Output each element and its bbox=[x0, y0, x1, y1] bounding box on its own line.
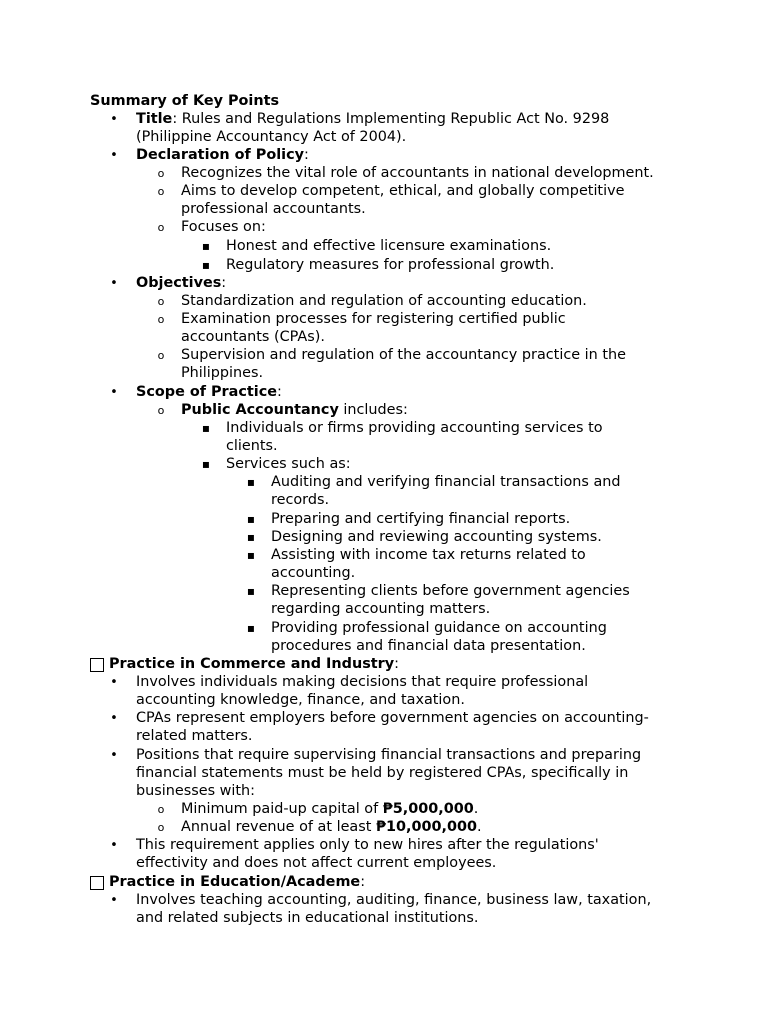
bullet-circle bbox=[155, 800, 167, 819]
service-item: Preparing and certifying financial reports. bbox=[271, 511, 571, 527]
title-text: : Rules and Regulations Implementing Republic Act No. 9298 bbox=[172, 111, 610, 127]
capital-requirement bbox=[181, 800, 478, 818]
bullet-dot bbox=[108, 891, 120, 910]
objectives-item bbox=[136, 274, 226, 292]
objectives-label: Objectives bbox=[136, 275, 222, 291]
bullet-square bbox=[245, 619, 257, 637]
service-item: Assisting with income tax returns related to bbox=[271, 547, 586, 563]
bullet-square bbox=[200, 256, 212, 274]
commerce-point-cont: related matters. bbox=[136, 728, 253, 744]
bullet-dot bbox=[108, 146, 120, 165]
commerce-colon: : bbox=[394, 656, 399, 672]
bullet-circle bbox=[155, 182, 167, 201]
public-accountancy-label: Public Accountancy bbox=[181, 402, 339, 418]
policy-point-cont: professional accountants. bbox=[181, 201, 366, 217]
title-item bbox=[136, 110, 609, 128]
public-accountancy-item bbox=[181, 401, 408, 419]
scope-label: Scope of Practice bbox=[136, 384, 277, 400]
objective-point: Standardization and regulation of accounting education. bbox=[181, 293, 587, 309]
bullet-square bbox=[200, 455, 212, 473]
policy-colon: : bbox=[304, 147, 309, 163]
policy-item bbox=[136, 146, 309, 164]
bullet-square bbox=[245, 528, 257, 546]
bullet-square bbox=[200, 419, 212, 437]
scope-subpoint: Individuals or firms providing accounting services to bbox=[226, 420, 603, 436]
service-item: Auditing and verifying financial transactions and bbox=[271, 474, 621, 490]
bullet-square bbox=[200, 237, 212, 255]
bullet-dot bbox=[108, 673, 120, 692]
education-colon: : bbox=[360, 874, 366, 890]
service-item-cont: procedures and financial data presentation. bbox=[271, 638, 586, 654]
commerce-point-cont: effectivity and does not affect current employees. bbox=[136, 855, 497, 871]
policy-point: Recognizes the vital role of accountants in national development. bbox=[181, 165, 654, 181]
checkbox-bullet-icon bbox=[90, 658, 104, 672]
commerce-point: Positions that require supervising financial transactions and preparing bbox=[136, 747, 642, 763]
bullet-square bbox=[245, 473, 257, 491]
commerce-point: This requirement applies only to new hires after the regulations' bbox=[136, 837, 599, 853]
revenue-period: . bbox=[477, 819, 482, 835]
capital-text: Minimum paid-up capital of bbox=[181, 801, 383, 817]
objective-point: Supervision and regulation of the accountancy practice in the bbox=[181, 347, 626, 363]
revenue-text: Annual revenue of at least bbox=[181, 819, 376, 835]
capital-period: . bbox=[473, 801, 479, 817]
scope-item bbox=[136, 383, 282, 401]
title-text-cont: (Philippine Accountancy Act of 2004). bbox=[136, 129, 407, 145]
bullet-square bbox=[245, 510, 257, 528]
commerce-point-cont: accounting knowledge, finance, and taxation. bbox=[136, 692, 465, 708]
scope-colon: : bbox=[277, 384, 282, 400]
scope-subpoint-cont: clients. bbox=[226, 438, 278, 454]
objectives-colon: : bbox=[221, 275, 227, 291]
capital-value: ₱5,000,000 bbox=[382, 801, 474, 817]
bullet-dot bbox=[108, 110, 120, 129]
education-heading bbox=[109, 873, 365, 891]
revenue-requirement bbox=[181, 818, 482, 836]
bullet-dot bbox=[108, 383, 120, 402]
service-item-cont: accounting. bbox=[271, 565, 356, 581]
education-label: Practice in Education/Academe bbox=[109, 874, 361, 890]
education-point: Involves teaching accounting, auditing, finance, business law, taxation, bbox=[136, 892, 652, 908]
commerce-heading bbox=[109, 655, 399, 673]
commerce-point: Involves individuals making decisions that require professional bbox=[136, 674, 589, 690]
bullet-dot bbox=[108, 709, 120, 728]
checkbox-bullet-icon bbox=[90, 876, 104, 890]
bullet-dot bbox=[108, 836, 120, 855]
bullet-circle bbox=[155, 164, 167, 183]
commerce-point-cont: financial statements must be held by registered CPAs, specifically in bbox=[136, 765, 629, 781]
objective-point-cont: accountants (CPAs). bbox=[181, 329, 325, 345]
service-item-cont: records. bbox=[271, 492, 330, 508]
service-item: Providing professional guidance on accounting bbox=[271, 620, 607, 636]
revenue-value: ₱10,000,000 bbox=[375, 819, 478, 835]
service-item-cont: regarding accounting matters. bbox=[271, 601, 491, 617]
commerce-point-cont: businesses with: bbox=[136, 783, 256, 799]
education-point-cont: and related subjects in educational institutions. bbox=[136, 910, 479, 926]
service-item: Representing clients before government agencies bbox=[271, 583, 630, 599]
bullet-square bbox=[245, 546, 257, 564]
bullet-circle bbox=[155, 292, 167, 311]
objective-point: Examination processes for registering certified public bbox=[181, 311, 566, 327]
bullet-dot bbox=[108, 274, 120, 293]
service-item: Designing and reviewing accounting systems. bbox=[271, 529, 602, 545]
bullet-circle bbox=[155, 218, 167, 237]
bullet-circle bbox=[155, 818, 167, 837]
bullet-square bbox=[245, 582, 257, 600]
policy-label: Declaration of Policy bbox=[136, 147, 305, 163]
summary-heading: Summary of Key Points bbox=[90, 93, 280, 109]
commerce-point: CPAs represent employers before government agencies on accounting- bbox=[136, 710, 649, 726]
objective-point-cont: Philippines. bbox=[181, 365, 264, 381]
bullet-circle bbox=[155, 401, 167, 420]
commerce-label: Practice in Commerce and Industry bbox=[109, 656, 395, 672]
policy-subpoint: Regulatory measures for professional growth. bbox=[226, 257, 555, 273]
bullet-circle bbox=[155, 346, 167, 365]
policy-subpoint: Honest and effective licensure examinations. bbox=[226, 238, 552, 254]
title-label: Title bbox=[136, 111, 173, 127]
policy-point: Focuses on: bbox=[181, 219, 266, 235]
scope-subpoint: Services such as: bbox=[226, 456, 351, 472]
bullet-dot bbox=[108, 746, 120, 765]
policy-point: Aims to develop competent, ethical, and globally competitive bbox=[181, 183, 625, 199]
bullet-circle bbox=[155, 310, 167, 329]
public-accountancy-rest: includes: bbox=[338, 402, 408, 418]
